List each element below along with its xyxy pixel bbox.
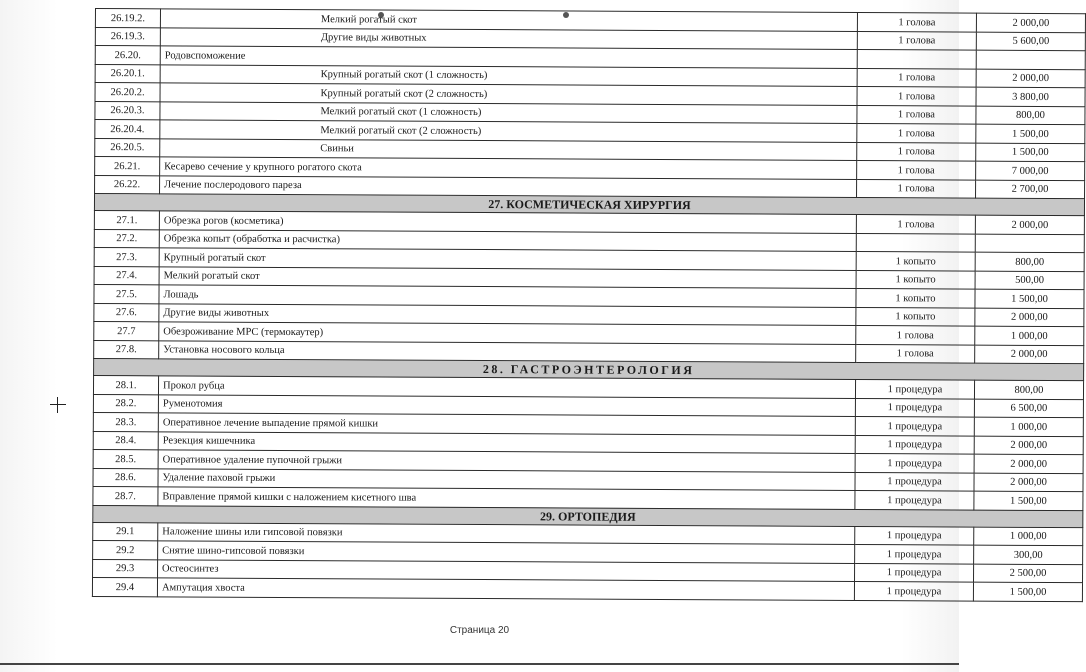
price-cell: 1 500,00	[976, 124, 1085, 143]
service-name-cell: Обрезка копыт (обработка и расчистка)	[159, 229, 856, 251]
price-cell: 1 500,00	[975, 289, 1084, 308]
unit-cell: 1 копыто	[856, 251, 975, 270]
unit-cell: 1 голова	[857, 31, 976, 50]
unit-cell: 1 процедура	[855, 544, 974, 563]
price-cell: 2 000,00	[974, 454, 1083, 473]
service-name-cell: Мелкий рогатый скот (1 сложность)	[160, 101, 857, 123]
unit-cell: 1 голова	[856, 214, 975, 233]
price-table	[92, 8, 1086, 602]
unit-cell: 1 процедура	[855, 416, 974, 435]
price-cell: 2 500,00	[974, 564, 1083, 583]
code-cell: 27.8.	[94, 340, 159, 359]
code-cell: 28.4.	[93, 431, 158, 450]
code-cell: 26.21.	[95, 157, 160, 176]
price-cell: 800,00	[974, 380, 1083, 399]
unit-cell: 1 голова	[857, 160, 976, 179]
price-cell	[976, 50, 1085, 69]
price-cell: 1 500,00	[973, 582, 1082, 601]
unit-cell: 1 голова	[857, 142, 976, 161]
service-name-cell: Прокол рубца	[158, 376, 855, 398]
service-name-cell: Удаление паховой грыжи	[158, 468, 855, 490]
price-table-body	[92, 9, 1085, 602]
service-name-cell: Лошадь	[159, 285, 856, 307]
code-cell: 29.2	[93, 540, 158, 559]
code-cell: 29.1	[93, 522, 158, 541]
service-name-cell: Резекция кишечника	[158, 431, 855, 453]
code-cell: 28.5.	[93, 449, 158, 468]
price-cell: 6 500,00	[974, 399, 1083, 418]
price-cell: 1 000,00	[975, 326, 1084, 345]
unit-cell	[856, 233, 975, 252]
section-title-text: 27. КОСМЕТИЧЕСКАЯ ХИРУРГИЯ	[488, 197, 691, 213]
price-cell: 1 500,00	[976, 143, 1085, 162]
price-cell: 7 000,00	[976, 161, 1085, 180]
service-name-cell: Остеосинтез	[158, 559, 855, 581]
service-name-cell: Мелкий рогатый скот (2 сложность)	[160, 120, 857, 142]
unit-cell: 1 процедура	[854, 581, 973, 600]
price-cell: 800,00	[976, 106, 1085, 125]
code-cell: 27.1.	[94, 210, 159, 229]
service-name-cell: Оперативное лечение выпадение прямой кишки	[158, 413, 855, 435]
unit-cell: 1 процедура	[855, 379, 974, 398]
section-title-text: 29. ОРТОПЕДИЯ	[540, 508, 636, 524]
unit-cell: 1 копыто	[856, 288, 975, 307]
unit-cell: 1 голова	[857, 105, 976, 124]
service-name-cell: Обезроживание МРС (термокаутер)	[159, 322, 856, 344]
code-cell: 27.3.	[94, 247, 159, 266]
price-cell: 3 800,00	[976, 87, 1085, 106]
price-cell: 1 000,00	[974, 527, 1083, 546]
price-cell: 2 000,00	[975, 345, 1084, 364]
service-name-cell: Кесарево сечение у крупного рогатого скота	[160, 157, 857, 179]
unit-cell: 1 копыто	[856, 307, 975, 326]
code-cell: 26.22.	[95, 175, 160, 194]
service-name-cell: Крупный рогатый скот	[159, 248, 856, 270]
page-number: Страница 20	[449, 625, 510, 636]
unit-cell: 1 процедура	[855, 490, 974, 509]
unit-cell: 1 процедура	[855, 563, 974, 582]
price-cell: 800,00	[975, 252, 1084, 271]
unit-cell: 1 процедура	[855, 453, 974, 472]
service-name-cell: Снятие шино-гипсовой повязки	[158, 541, 855, 563]
service-name-cell: Установка носового кольца	[159, 340, 856, 362]
unit-cell: 1 голова	[857, 123, 976, 142]
code-cell: 26.20.1.	[95, 64, 160, 83]
unit-cell: 1 копыто	[856, 270, 975, 289]
code-cell: 26.20.2.	[95, 83, 160, 102]
code-cell: 26.20.	[95, 46, 160, 65]
unit-cell: 1 процедура	[855, 435, 974, 454]
price-cell: 2 000,00	[976, 13, 1085, 32]
price-cell: 1 000,00	[974, 417, 1083, 436]
code-cell: 26.20.4.	[95, 120, 160, 139]
code-cell: 29.3	[93, 559, 158, 578]
page-bottom-divider	[0, 663, 959, 665]
section-title-text: 28. ГАСТРОЭНТЕРОЛОГИЯ	[482, 362, 695, 378]
service-name-cell: Вправление прямой кишки с наложением кисетного шва	[158, 487, 855, 509]
price-cell	[975, 234, 1084, 253]
service-name-cell: Другие виды животных	[159, 303, 856, 325]
unit-cell: 1 процедура	[855, 398, 974, 417]
service-name-cell: Мелкий рогатый скот	[160, 9, 857, 31]
code-cell: 28.2.	[93, 394, 158, 413]
price-cell: 2 000,00	[976, 69, 1085, 88]
price-cell: 2 700,00	[976, 180, 1085, 199]
price-cell: 2 000,00	[974, 473, 1083, 492]
code-cell: 26.19.2.	[95, 9, 160, 28]
code-cell: 26.20.3.	[95, 101, 160, 120]
unit-cell: 1 голова	[857, 86, 976, 105]
unit-cell: 1 голова	[857, 179, 976, 198]
service-name-cell: Обрезка рогов (косметика)	[159, 211, 856, 233]
price-cell: 2 000,00	[975, 308, 1084, 327]
service-name-cell: Крупный рогатый скот (1 сложность)	[160, 64, 857, 86]
unit-cell: 1 голова	[856, 325, 975, 344]
service-name-cell: Оперативное удаление пупочной грыжи	[158, 450, 855, 472]
code-cell: 27.4.	[94, 266, 159, 285]
price-cell: 500,00	[975, 271, 1084, 290]
code-cell: 28.7.	[93, 486, 158, 505]
service-name-cell: Родовспоможение	[160, 46, 857, 68]
service-name-cell: Другие виды животных	[160, 27, 857, 49]
code-cell: 28.6.	[93, 468, 158, 487]
unit-cell: 1 голова	[856, 344, 975, 363]
unit-cell: 1 процедура	[855, 526, 974, 545]
unit-cell: 1 голова	[857, 68, 976, 87]
code-cell: 28.3.	[93, 412, 158, 431]
code-cell: 27.7	[94, 321, 159, 340]
service-name-cell: Свиньи	[160, 138, 857, 160]
price-cell: 300,00	[974, 545, 1083, 564]
code-cell: 26.19.3.	[95, 27, 160, 46]
code-cell: 28.1.	[93, 375, 158, 394]
code-cell: 27.6.	[94, 303, 159, 322]
service-name-cell: Крупный рогатый скот (2 сложность)	[160, 83, 857, 105]
service-name-cell: Ампутация хвоста	[157, 578, 854, 600]
service-name-cell: Наложение шины или гипсовой повязки	[158, 522, 855, 544]
code-cell: 29.4	[92, 577, 157, 596]
service-name-cell: Мелкий рогатый скот	[159, 266, 856, 288]
price-cell: 1 500,00	[974, 491, 1083, 510]
code-cell: 26.20.5.	[95, 138, 160, 157]
crosshair-cursor-icon	[50, 397, 66, 413]
code-cell: 27.2.	[94, 229, 159, 248]
code-cell: 27.5.	[94, 284, 159, 303]
service-name-cell: Лечение послеродового пареза	[160, 175, 857, 197]
unit-cell	[857, 49, 976, 68]
service-name-cell: Руменотомия	[158, 394, 855, 416]
price-cell: 2 000,00	[974, 436, 1083, 455]
price-cell: 2 000,00	[975, 215, 1084, 234]
price-cell: 5 600,00	[976, 32, 1085, 51]
unit-cell: 1 процедура	[855, 472, 974, 491]
unit-cell: 1 голова	[857, 12, 976, 31]
price-list-document	[92, 8, 1050, 601]
